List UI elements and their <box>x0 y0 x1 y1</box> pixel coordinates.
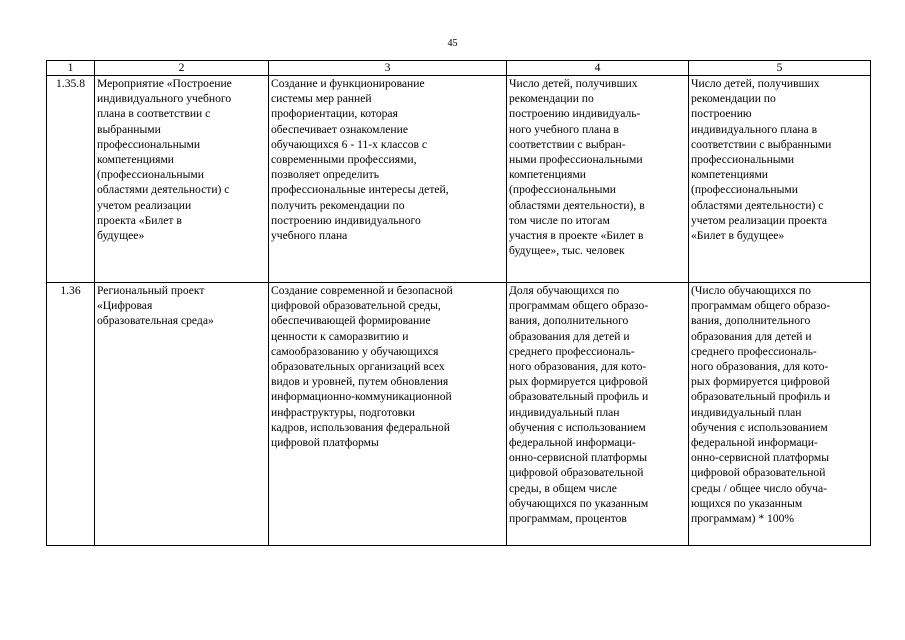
text-line: цифровой образовательной среды, <box>271 299 441 313</box>
text-line: онно-сервисной платформы <box>691 451 829 465</box>
description-cell <box>269 283 507 546</box>
column-header-2: 2 <box>95 61 269 76</box>
text-line: (профессиональными <box>509 183 616 197</box>
text-line: (Число обучающихся по <box>691 284 811 297</box>
text-line: Число детей, получивших <box>691 77 820 90</box>
text-line: будущее», тыс. человек <box>509 244 625 258</box>
text-line: современными профессиями, <box>271 153 417 167</box>
text-line: плана в соответствии с <box>97 107 211 121</box>
text-line: учетом реализации проекта <box>691 213 827 227</box>
formula-cell <box>689 76 871 283</box>
text-line: областями деятельности) с <box>691 198 824 212</box>
text-line: будущее» <box>97 229 145 243</box>
activity-name-cell <box>95 76 269 283</box>
text-line: Мероприятие «Построение <box>97 77 232 90</box>
text-line: инфраструктуры, подготовки <box>271 405 415 419</box>
text-line: ного образования, для кото- <box>509 360 647 374</box>
text-line: построению <box>691 107 752 121</box>
text-line: обеспечивающей формирование <box>271 314 431 328</box>
text-line: информационно-коммуникационной <box>271 390 452 404</box>
row-number: 1.35.8 <box>47 76 95 283</box>
text-line: ного образования, для кото- <box>691 360 829 374</box>
text-line: среды, в общем числе <box>509 481 617 495</box>
text-line: обучения с использованием <box>691 420 828 434</box>
text-line: профессиональными <box>97 137 201 151</box>
text-line: соответствии с выбранными <box>691 137 832 151</box>
text-line: Создание и функционирование <box>271 77 425 90</box>
text-line: учебного плана <box>271 229 348 243</box>
text-line: проекта «Билет в <box>97 213 182 227</box>
text-line: Региональный проект <box>97 284 205 297</box>
text-line: среднего профессиональ- <box>691 344 817 358</box>
text-line: ными профессиональными <box>509 153 643 167</box>
text-line: образовательная среда» <box>97 314 214 328</box>
text-line: соответствии с выбран- <box>509 137 626 151</box>
text-line: федеральной информаци- <box>509 436 636 450</box>
text-line: программам, процентов <box>509 512 627 526</box>
text-line: среды / общее число обуча- <box>691 481 828 495</box>
text-line: программам) * 100% <box>691 512 795 526</box>
text-line: областями деятельности), в <box>509 198 645 212</box>
text-line: образовательных организаций всех <box>271 360 445 374</box>
text-line: кадров, использования федеральной <box>271 420 450 434</box>
text-line: позволяет определить <box>271 168 380 182</box>
text-line: Создание современной и безопасной <box>271 284 453 297</box>
text-line: участия в проекте «Билет в <box>509 229 644 243</box>
text-line: системы мер ранней <box>271 92 372 106</box>
text-line: среднего профессиональ- <box>509 344 635 358</box>
text-line: самообразованию у обучающихся <box>271 344 439 358</box>
text-line: цифровой образовательной <box>691 466 826 480</box>
text-line: профессиональными <box>691 153 795 167</box>
table-row <box>47 76 871 283</box>
column-header-5: 5 <box>689 61 871 76</box>
text-line: образования для детей и <box>691 329 812 343</box>
text-line: том числе по итогам <box>509 213 610 227</box>
column-header-1: 1 <box>47 61 95 76</box>
text-line: цифровой образовательной <box>509 466 644 480</box>
table-row <box>47 283 871 546</box>
text-line: индивидуальный план <box>509 405 620 419</box>
text-line: видов и уровней, путем обновления <box>271 375 449 389</box>
text-line: индивидуального плана в <box>691 122 818 136</box>
text-line: учетом реализации <box>97 198 192 212</box>
row-number: 1.36 <box>47 283 95 546</box>
description-cell <box>269 76 507 283</box>
text-line: построению индивидуального <box>271 213 421 227</box>
text-line: компетенциями <box>509 168 587 182</box>
text-line: «Билет в будущее» <box>691 229 785 243</box>
text-line: компетенциями <box>691 168 769 182</box>
text-line: областями деятельности) с <box>97 183 230 197</box>
text-line: рекомендации по <box>691 92 776 106</box>
text-line: «Цифровая <box>97 299 153 313</box>
column-header-3: 3 <box>269 61 507 76</box>
text-line: образования для детей и <box>509 329 630 343</box>
text-line: индивидуального учебного <box>97 92 232 106</box>
text-line: Доля обучающихся по <box>509 284 620 297</box>
column-header-4: 4 <box>507 61 689 76</box>
text-line: цифровой платформы <box>271 436 379 450</box>
text-line: программам общего образо- <box>509 299 649 313</box>
activity-name-cell <box>95 283 269 546</box>
text-line: выбранными <box>97 122 161 136</box>
text-line: профориентации, которая <box>271 107 398 121</box>
text-line: обучающихся по указанным <box>509 496 649 510</box>
text-line: вания, дополнительного <box>691 314 811 328</box>
text-line: Число детей, получивших <box>509 77 638 90</box>
text-line: вания, дополнительного <box>509 314 629 328</box>
text-line: компетенциями <box>97 153 175 167</box>
text-line: профессиональные интересы детей, <box>271 183 449 197</box>
text-line: ценности к саморазвитию и <box>271 329 409 343</box>
text-line: обеспечивает ознакомление <box>271 122 408 136</box>
indicator-cell <box>507 283 689 546</box>
text-line: построению индивидуаль- <box>509 107 641 121</box>
document-table <box>46 60 871 546</box>
text-line: образовательный профиль и <box>691 390 831 404</box>
indicator-cell <box>507 76 689 283</box>
text-line: (профессиональными <box>97 168 204 182</box>
table-header-row <box>47 61 871 76</box>
text-line: ного учебного плана в <box>509 122 619 136</box>
text-line: обучения с использованием <box>509 420 646 434</box>
text-line: рых формируется цифровой <box>509 375 648 389</box>
formula-cell <box>689 283 871 546</box>
text-line: обучающихся 6 - 11-х классов с <box>271 137 428 151</box>
text-line: федеральной информаци- <box>691 436 818 450</box>
text-line: онно-сервисной платформы <box>509 451 647 465</box>
text-line: ющихся по указанным <box>691 496 803 510</box>
text-line: программам общего образо- <box>691 299 831 313</box>
text-line: индивидуальный план <box>691 405 802 419</box>
text-line: получить рекомендации по <box>271 198 405 212</box>
text-line: рых формируется цифровой <box>691 375 830 389</box>
text-line: рекомендации по <box>509 92 594 106</box>
text-line: (профессиональными <box>691 183 798 197</box>
page-number: 45 <box>447 38 458 49</box>
text-line: образовательный профиль и <box>509 390 649 404</box>
